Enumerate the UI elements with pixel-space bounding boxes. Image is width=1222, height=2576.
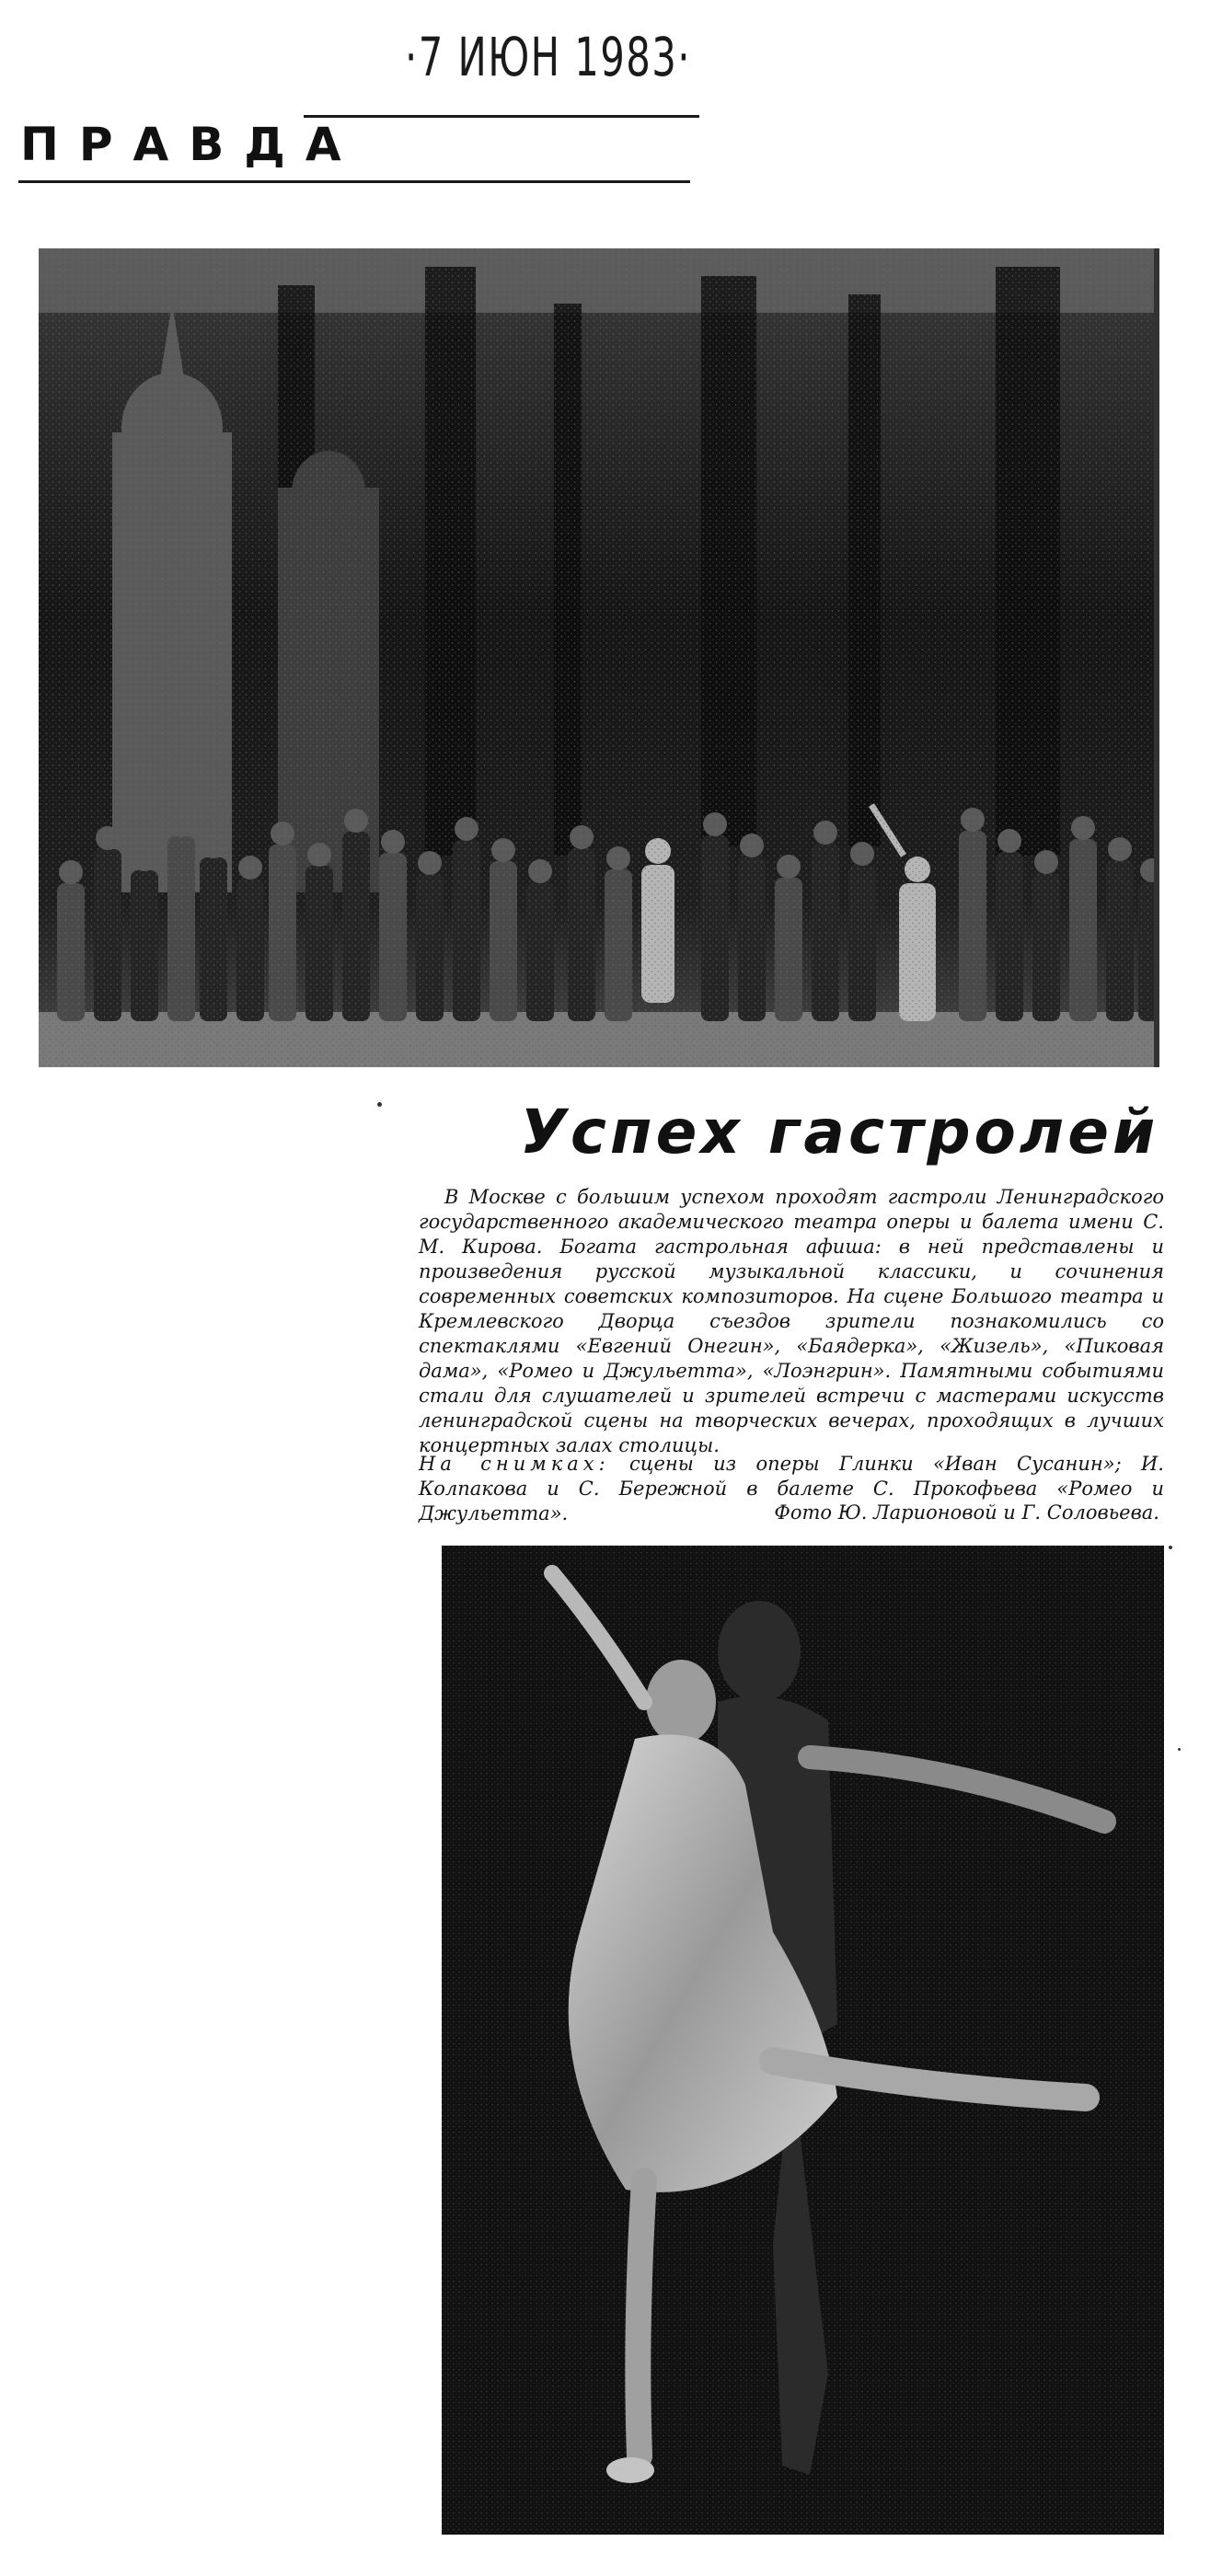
article-body [419,1185,1164,1458]
ballet-photo [442,1546,1164,2535]
date-stamp: ·7 ИЮН 1983· [405,26,691,88]
stamp-rule [304,115,699,118]
scan-speck [1178,1748,1181,1751]
newspaper-masthead: ПРАВДА [20,118,362,171]
photo-credit: Фото Ю. Ларионовой и Г. Соловьева. [774,1501,1159,1524]
article-paragraph: В Москве с большим успехом проходят гастроли Ленинградского государственного академического театра оперы и балета имени С. М. Кирова. Богата гастрольная афиша: в ней представлены и произведения русской музыкальной классики, и сочинения современных советских композиторов. На сцене Большого театра и Кремлевского Дворца съездов зрители познакомились со спектаклями «Евгений Онегин», «Баядерка», «Жизель», «Пиковая дама», «Ромео и Джульетта», «Лоэнгрин». Памятными событиями стали для слушателей и зрителей встречи с мастерами искусств ленинградской сцены на творческих вечерах, проходящих в лучших концертных залах столицы. [419,1186,1164,1456]
masthead-rule [18,180,690,183]
opera-scene-photo [39,248,1159,1067]
scan-speck [377,1102,382,1107]
article-headline: Успех гастролей [520,1097,1159,1167]
scan-speck [1169,1546,1172,1549]
caption-lead: На снимках: [419,1453,610,1475]
caption-text: сцены из оперы Глинки «Иван Сусанин»; И. Колпакова и С. Бережной в балете С. Прокофьева «Ромео и Джульетта». [419,1453,1164,1524]
